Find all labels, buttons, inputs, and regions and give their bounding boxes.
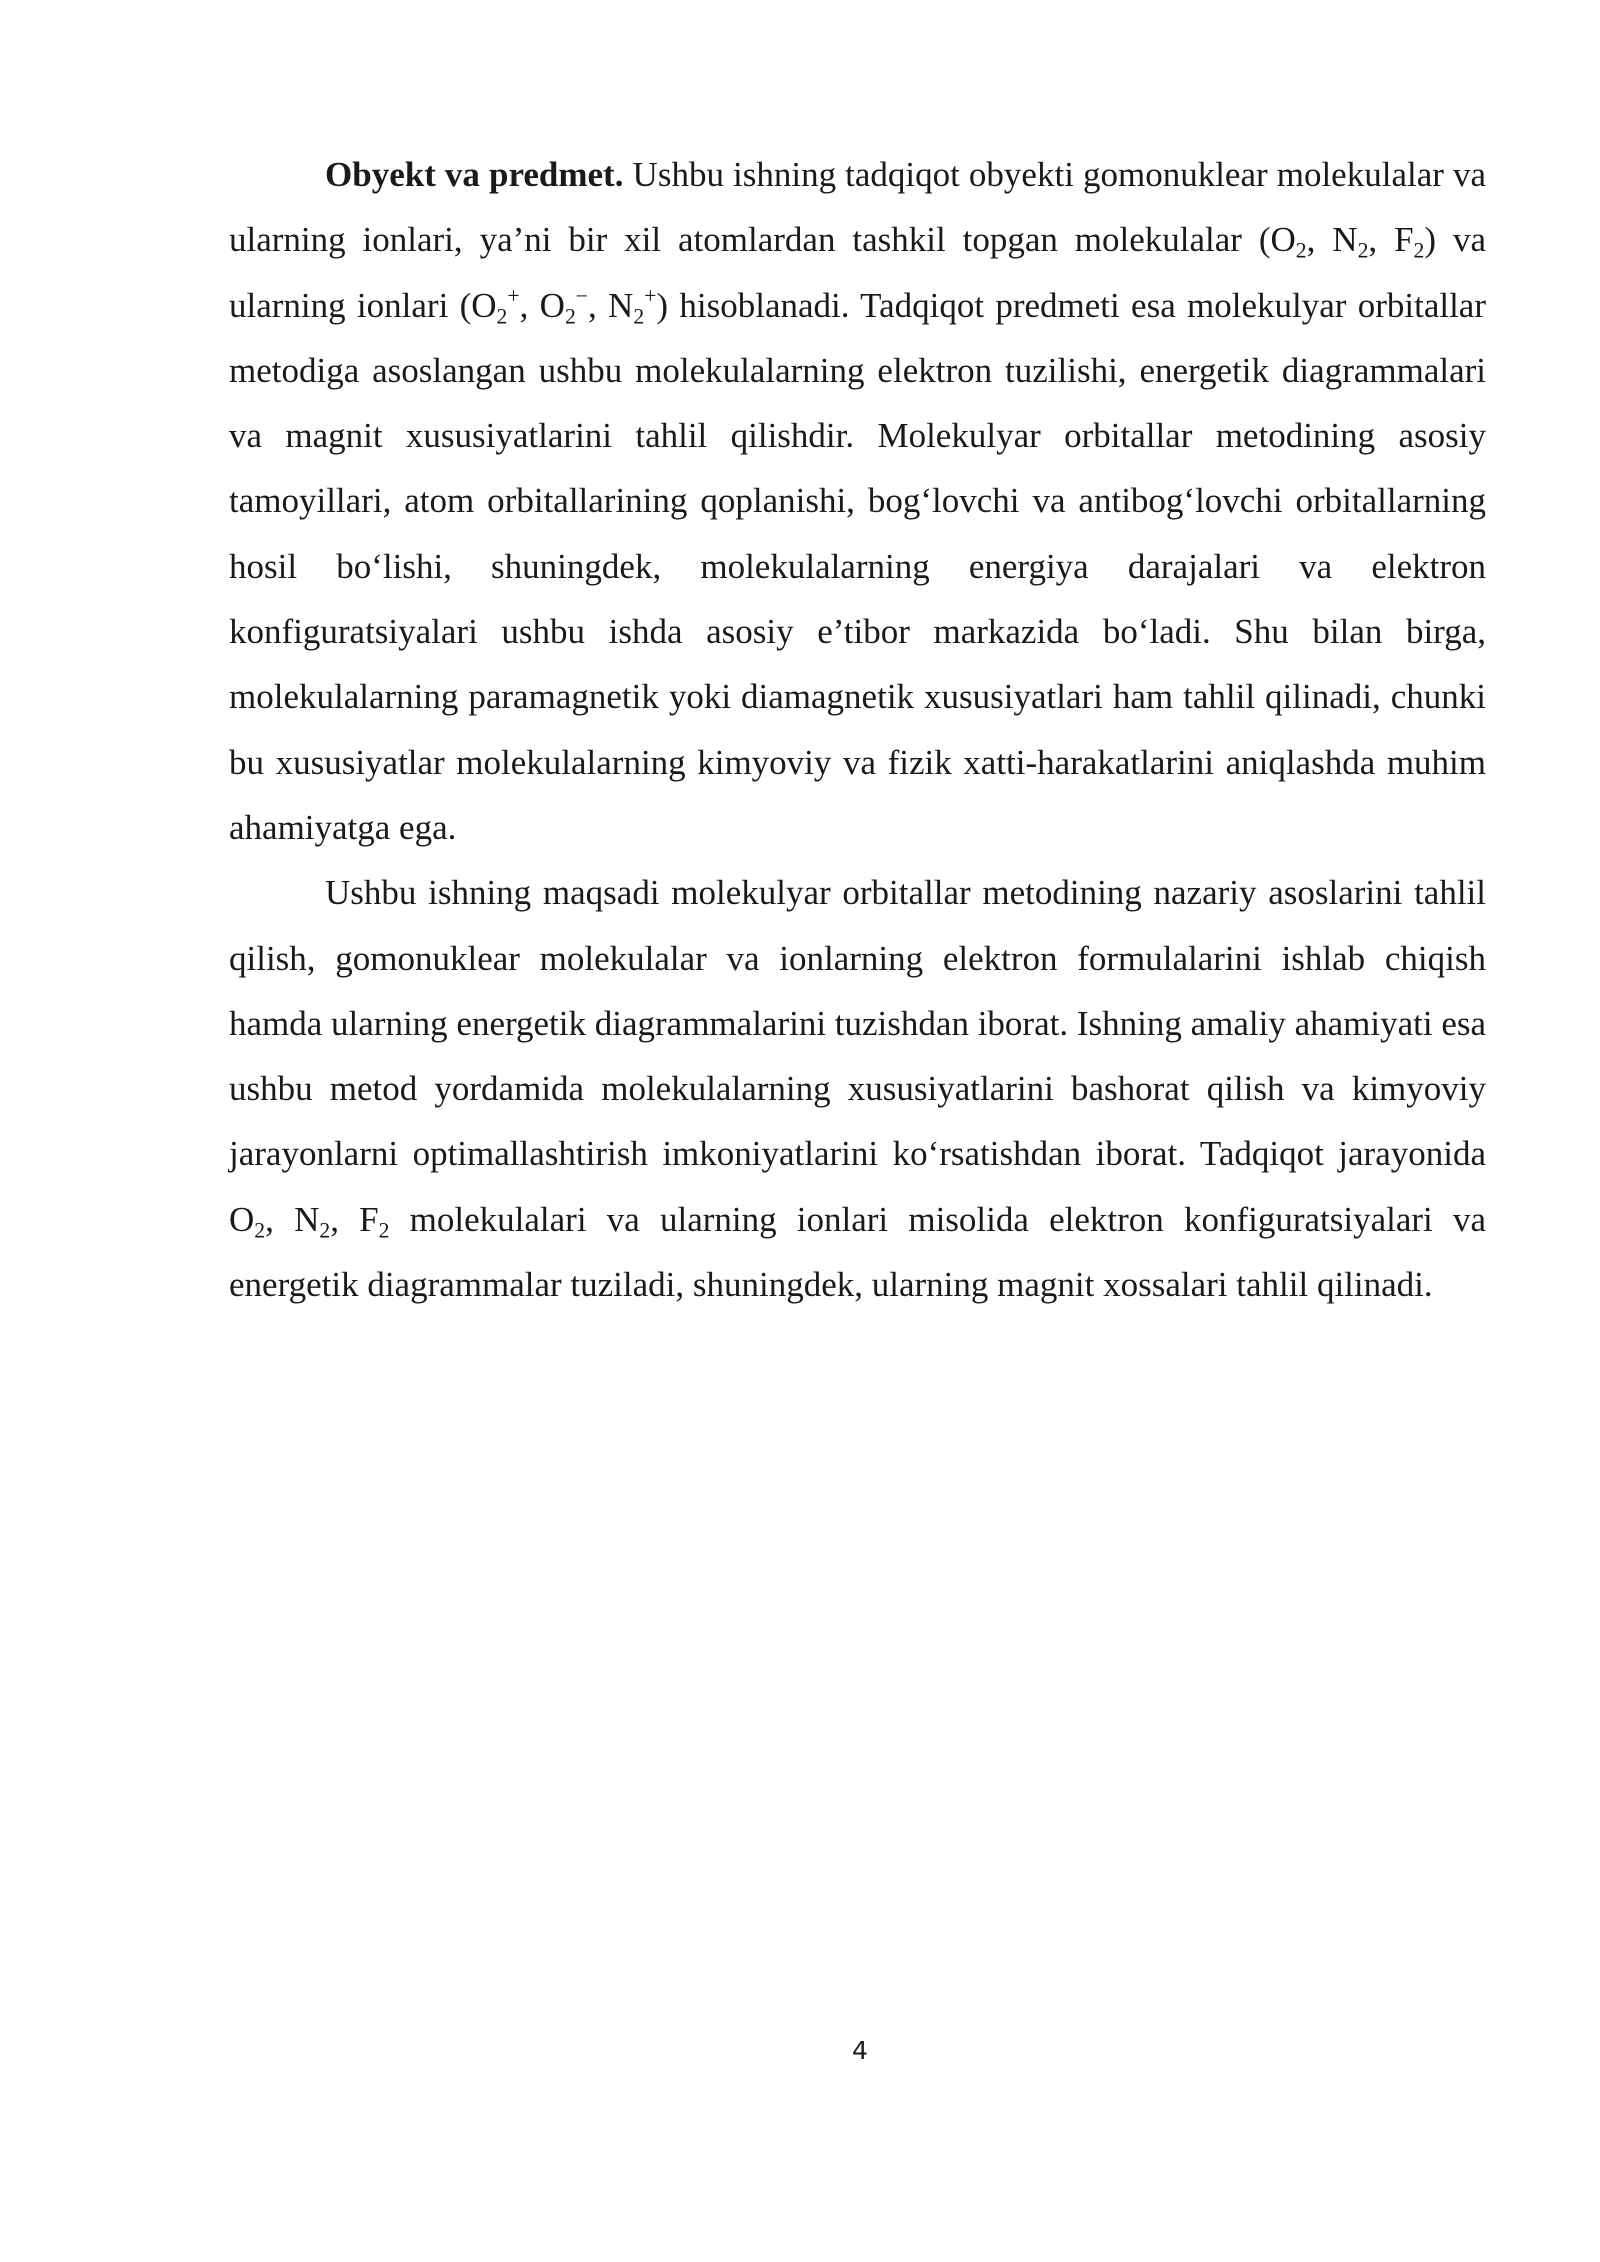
subscript: 2 xyxy=(1357,238,1369,263)
page-content xyxy=(229,142,1486,1317)
subscript: 2 xyxy=(633,304,645,329)
superscript: − xyxy=(575,283,589,308)
paragraph-aim-and-significance xyxy=(229,860,1486,1317)
text-run: , N xyxy=(1306,220,1358,260)
text-run: , O xyxy=(519,285,565,325)
subscript: 2 xyxy=(496,304,508,329)
text-run: Ushbu ishning tadqiqot obyekti gomonuklear molekulalar va ularning ionlari, ya’ni bir xil atomlardan tashkil topgan molekulalar (O xyxy=(229,155,1486,260)
text-run: molekulalari va ularning ionlari misolida elektron konfiguratsiyalari va energetik diagrammalar tuziladi, shuningdek, ularning magnit xossalari tahlil qilinadi. xyxy=(229,1199,1487,1305)
subscript: 2 xyxy=(564,304,576,329)
subscript: 2 xyxy=(319,1218,331,1243)
superscript: + xyxy=(507,283,520,308)
page-number: 4 xyxy=(852,2036,868,2065)
text-run: , F xyxy=(330,1199,379,1239)
subscript: 2 xyxy=(1413,238,1425,263)
subscript: 2 xyxy=(1295,238,1307,263)
text-run: ) va ularning ionlari (O xyxy=(229,220,1486,325)
subscript: 2 xyxy=(254,1218,266,1243)
text-run: , N xyxy=(588,285,634,325)
subscript: 2 xyxy=(378,1218,390,1243)
superscript: + xyxy=(644,283,657,308)
text-run: , N xyxy=(265,1199,320,1239)
text-run: Ushbu ishning maqsadi molekulyar orbitallar metodining nazariy asoslarini tahlil qilish, gomonuklear molekulalar va ionlarning elektron formulalarini ishlab chiqish hamda ularning energetik diagrammalarini tuzishdan iborat. Ishning amaliy ahamiyati esa ushbu metod yordamida molekulalarning xususiyatlarini bashorat qilish va kimyoviy jarayonlarni optimallashtirish imkoniyatlarini ko‘rsatishdan iborat. Tadqiqot jarayonida O xyxy=(229,873,1487,1239)
text-run: , F xyxy=(1368,220,1414,260)
paragraph-heading: Obyekt va predmet. xyxy=(325,155,624,194)
text-run: ) hisoblanadi. Tadqiqot predmeti esa molekulyar orbitallar metodiga asoslangan ushbu molekulalarning elektron tuzilishi, energetik diagrammalari va magnit xususiyatlarini tahlil qilishdir. Molekulyar orbitallar metodining asosiy tamoyillari, atom orbitallarining qoplanishi, bog‘lovchi va antibog‘lovchi orbitallarning hosil bo‘lishi, shuningdek, molekulalarning energiya darajalari va elektron konfiguratsiyalari ushbu ishda asosiy e’tibor markazida bo‘ladi. Shu bilan birga, molekulalarning paramagnetik yoki diamagnetik xususiyatlari ham tahlil qilinadi, chunki bu xususiyatlar molekulalarning kimyoviy va fizik xatti-harakatlarini aniqlashda muhim ahamiyatga ega. xyxy=(229,285,1486,847)
paragraph-object-and-subject xyxy=(229,142,1486,860)
